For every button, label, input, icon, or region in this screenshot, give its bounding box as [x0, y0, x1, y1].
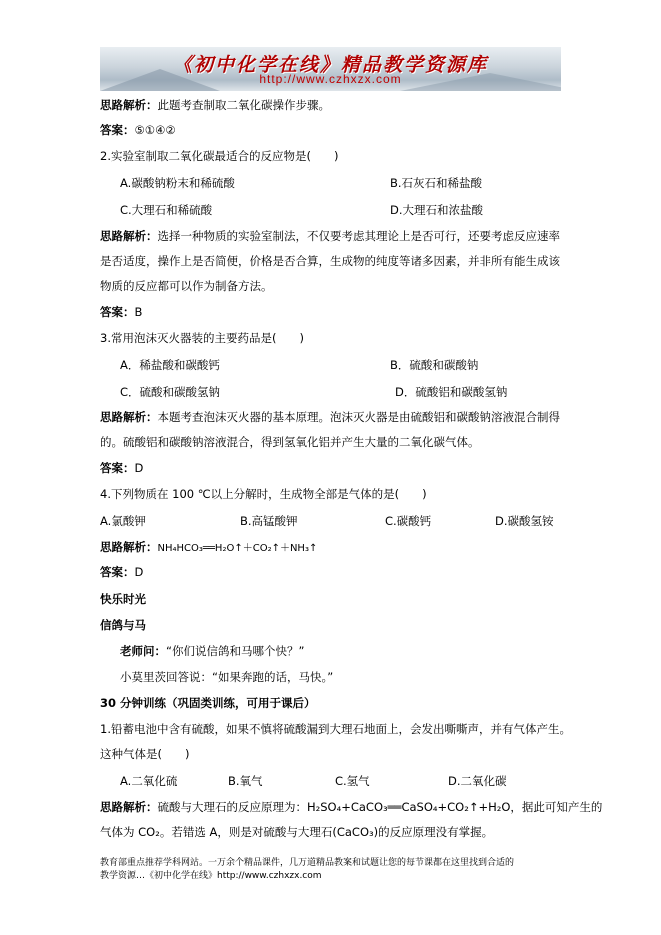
q3-option-a: A．稀盐酸和碳酸钙	[120, 358, 220, 372]
q3-analysis-line2: 的。硫酸铝和碳酸钠溶液混合，得到氢氧化铝并产生大量的二氧化碳气体。	[100, 435, 480, 449]
footer-line1: 教育部重点推荐学科网站。一万余个精品课件，几万道精品教案和试题让您的每节课都在这里找到合适的	[100, 858, 515, 868]
q2-analysis-line1: 思路解析：选择一种物质的实验室制法，不仅要考虑其理论上是否可行，还要考虑反应速率	[100, 229, 560, 243]
q2-answer: 答案：B	[100, 305, 143, 319]
training-q1-line2: 这种气体是( )	[100, 747, 190, 761]
fun-teacher-line: 老师问：“你们说信鸽和马哪个快？”	[120, 644, 305, 658]
q1-answer: 答案：⑤①④②	[100, 123, 176, 137]
q4-stem: 4.下列物质在 100 ℃以上分解时，生成物全部是气体的是( )	[100, 487, 427, 501]
training-option-c: C.氢气	[335, 774, 370, 788]
training-option-b: B.氧气	[228, 774, 263, 788]
q2-option-c: C.大理石和稀硫酸	[120, 203, 213, 217]
header-banner	[100, 47, 561, 91]
q4-option-a: A.氯酸钾	[100, 514, 146, 528]
q3-stem: 3.常用泡沫灭火器装的主要药品是( )	[100, 331, 304, 345]
fun-reply-line: 小莫里茨回答说：“如果奔跑的话，马快。”	[120, 670, 334, 684]
q3-option-c: C．硫酸和碳酸氢钠	[120, 385, 221, 399]
q4-answer: 答案：D	[100, 565, 144, 579]
banner-title: 《初中化学在线》精品教学资源库	[172, 54, 488, 76]
q2-option-b: B.石灰石和稀盐酸	[390, 176, 483, 190]
fun-title: 信鸽与马	[100, 618, 146, 632]
training-q1-line1: 1.铅蓄电池中含有硫酸，如果不慎将硫酸漏到大理石地面上，会发出嘶嘶声，并有气体产生。	[100, 722, 571, 736]
q4-analysis: 思路解析：NH₄HCO₃══H₂O↑＋CO₂↑＋NH₃↑	[100, 540, 318, 554]
q3-answer: 答案：D	[100, 461, 144, 475]
fun-heading: 快乐时光	[100, 592, 146, 606]
q3-analysis-line1: 思路解析：本题考查泡沫灭火器的基本原理。泡沫灭火器是由硫酸铝和碳酸钠溶液混合制得	[100, 410, 560, 424]
q3-option-d: D．硫酸铝和碳酸氢钠	[395, 385, 508, 399]
q4-option-c: C.碳酸钙	[385, 514, 432, 528]
q4-option-b: B.高锰酸钾	[240, 514, 298, 528]
q4-option-d: D.碳酸氢铵	[495, 514, 554, 528]
q2-stem: 2.实验室制取二氧化碳最适合的反应物是( )	[100, 149, 339, 163]
footer-line2: 教学资源…《初中化学在线》http://www.czhxzx.com	[100, 871, 322, 881]
training-analysis-line1: 思路解析：硫酸与大理石的反应原理为：H₂SO₄+CaCO₃══CaSO₄+CO₂↑+H₂O，据此可知产生的	[100, 800, 603, 814]
q2-analysis-line3: 物质的反应都可以作为制备方法。	[100, 279, 273, 293]
training-analysis-line2: 气体为 CO₂。若错选 A，则是对硫酸与大理石(CaCO₃)的反应原理没有掌握。	[100, 825, 494, 839]
training-option-a: A.二氧化硫	[120, 774, 178, 788]
page-footer	[100, 857, 570, 883]
q2-option-d: D.大理石和浓盐酸	[390, 203, 484, 217]
training-heading: 30 分钟训练（巩固类训练，可用于课后）	[100, 696, 316, 710]
training-option-d: D.二氧化碳	[448, 774, 507, 788]
q3-option-b: B．硫酸和碳酸钠	[390, 358, 479, 372]
q2-option-a: A.碳酸钠粉末和稀硫酸	[120, 176, 235, 190]
q1-analysis: 思路解析：此题考查制取二氧化碳操作步骤。	[100, 98, 330, 112]
banner-url[interactable]: http://www.czhxzx.com	[259, 72, 402, 86]
q2-analysis-line2: 是否适度，操作上是否简便，价格是否合算，生成物的纯度等诸多因素，并非所有能生成该	[100, 254, 560, 268]
